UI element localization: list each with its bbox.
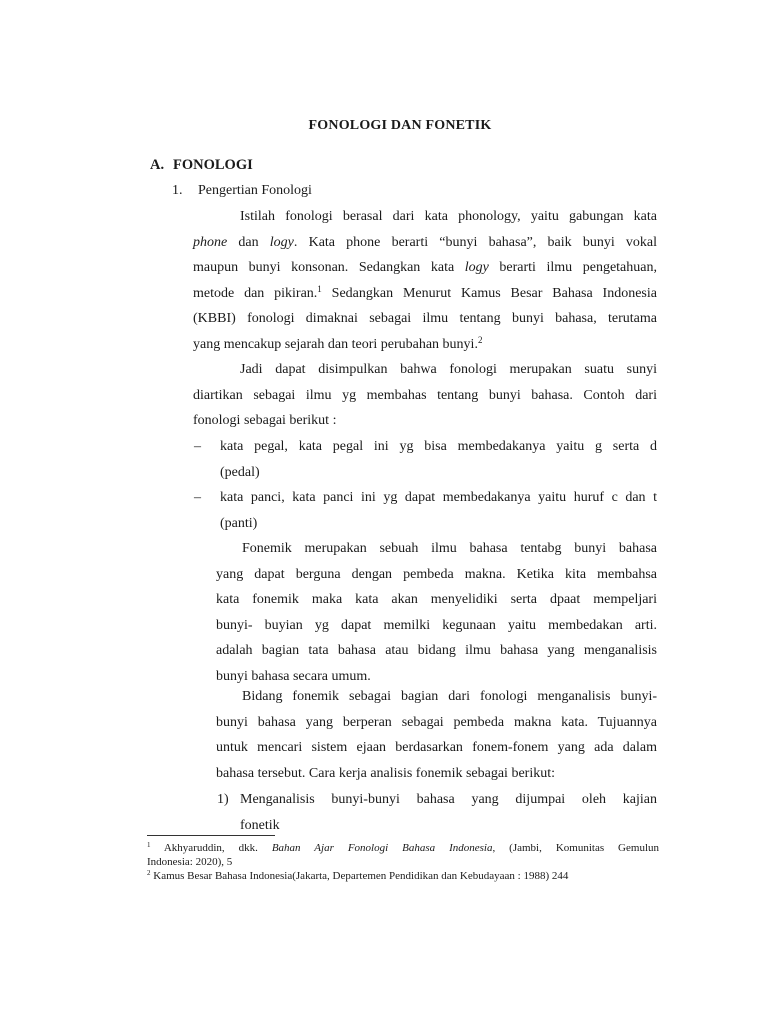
paragraph-line: diartikan sebagai ilmu yg membahas tentang bunyi bahasa. Contoh dari <box>193 387 657 403</box>
paragraph-line: bahasa tersebut. Cara kerja analisis fonemik sebagai berikut: <box>216 765 555 781</box>
paragraph-line: phone dan logy. Kata phone berarti “bunyi bahasa”, baik bunyi vokal <box>193 234 657 250</box>
page-title: FONOLOGI DAN FONETIK <box>308 118 492 133</box>
book-title: Bahan Ajar Fonologi Bahasa Indonesia <box>271 842 493 854</box>
paragraph-line: (KBBI) fonologi dimaknai sebagai ilmu tentang bunyi bahasa, terutama <box>193 311 657 326</box>
paragraph-line: kata fonemik maka kata akan menyelidiki serta dpaat mempeljari <box>216 592 657 607</box>
paragraph-line: untuk mencari sistem ejaan berdasarkan fonem-fonem yang ada dalam <box>216 740 657 755</box>
paragraph-line: Bidang fonemik sebagai bagian dari fonologi menganalisis bunyi- <box>242 689 657 704</box>
subsection-label: Pengertian Fonologi <box>198 183 312 198</box>
paragraph-line: yang mencakup sejarah dan teori perubahan bunyi.$^2$ <box>193 334 483 352</box>
paragraph-line: bunyi- buyian yg dapat memilki kegunaan yaitu membedakan arti. <box>216 617 657 633</box>
list-item-line: kata panci, kata panci ini yg dapat membedakanya yaitu huruf c dan t <box>220 490 657 505</box>
paragraph-1 <box>193 204 657 357</box>
list-item-line: Menganalisis bunyi-bunyi bahasa yang dijumpai oleh kajian <box>240 792 657 807</box>
section-heading-fonologi <box>150 157 253 174</box>
paragraph-line: maupun bunyi konsonan. Sedangkan kata logy berarti ilmu pengetahuan, <box>193 260 657 275</box>
section-letter: A. <box>150 157 165 173</box>
list-item <box>194 485 657 536</box>
paragraph-line: yang dapat berguna dengan pembeda makna. Ketika kita membahsa <box>216 566 657 582</box>
subsection-heading-pengertian <box>172 183 312 199</box>
list-dash: – <box>194 490 201 505</box>
paragraph-line: bunyi bahasa secara umum. <box>216 668 371 684</box>
footnotes <box>147 841 659 883</box>
italic-term: phone <box>193 234 228 250</box>
list-dash: – <box>194 439 201 454</box>
list-number: 1) <box>217 792 229 807</box>
list-item-line: kata pegal, kata pegal ini yg bisa membedakanya yaitu g serta d <box>220 439 657 454</box>
numbered-list-item <box>217 787 657 838</box>
footnote-line: Indonesia: 2020), 5 <box>147 856 233 868</box>
paragraph-line: adalah bagian tata bahasa atau bidang ilmu bahasa yang menganalisis <box>216 643 657 658</box>
paragraph-3 <box>216 536 657 689</box>
list-item-line: fonetik <box>240 817 280 833</box>
footnote-line: $^1$ Akhyaruddin, dkk. Bahan Ajar Fonologi Bahasa Indonesia, (Jambi, Komunitas Gemulun <box>147 841 659 854</box>
footnote-1 <box>147 841 659 869</box>
paragraph-line: fonologi sebagai berikut : <box>193 413 337 428</box>
footnote-ref-2: 2 <box>477 334 483 345</box>
paragraph-line: Istilah fonologi berasal dari kata phonology, yaitu gabungan kata <box>240 209 657 224</box>
italic-term: logy <box>269 234 294 250</box>
paragraph-4 <box>216 684 657 786</box>
list-item-line: (panti) <box>220 515 258 531</box>
paragraph-line: bunyi bahasa yang berperan sebagai pembeda makna kata. Tujuannya <box>216 714 657 730</box>
paragraph-line: Fonemik merupakan sebuah ilmu bahasa tentabg bunyi bahasa <box>242 541 657 556</box>
footnote-line: $^2$ Kamus Besar Bahasa Indonesia(Jakarta, Departemen Pendidikan dan Kebudayaan : 1988) 244 <box>147 869 569 882</box>
subsection-number: 1. <box>172 183 183 198</box>
list-item <box>194 434 657 485</box>
section-label: FONOLOGI <box>173 157 253 173</box>
italic-term: logy <box>464 260 489 275</box>
footnote-separator <box>147 835 275 836</box>
paragraph-line: Jadi dapat disimpulkan bahwa fonologi merupakan suatu sunyi <box>240 362 657 377</box>
paragraph-line: metode dan pikiran.$^1$ Sedangkan Menurut Kamus Besar Bahasa Indonesia <box>193 283 657 301</box>
paragraph-2 <box>193 357 657 434</box>
list-item-line: (pedal) <box>220 464 260 480</box>
footnote-2 <box>147 869 659 883</box>
footnote-ref-1: 1 <box>317 283 322 294</box>
